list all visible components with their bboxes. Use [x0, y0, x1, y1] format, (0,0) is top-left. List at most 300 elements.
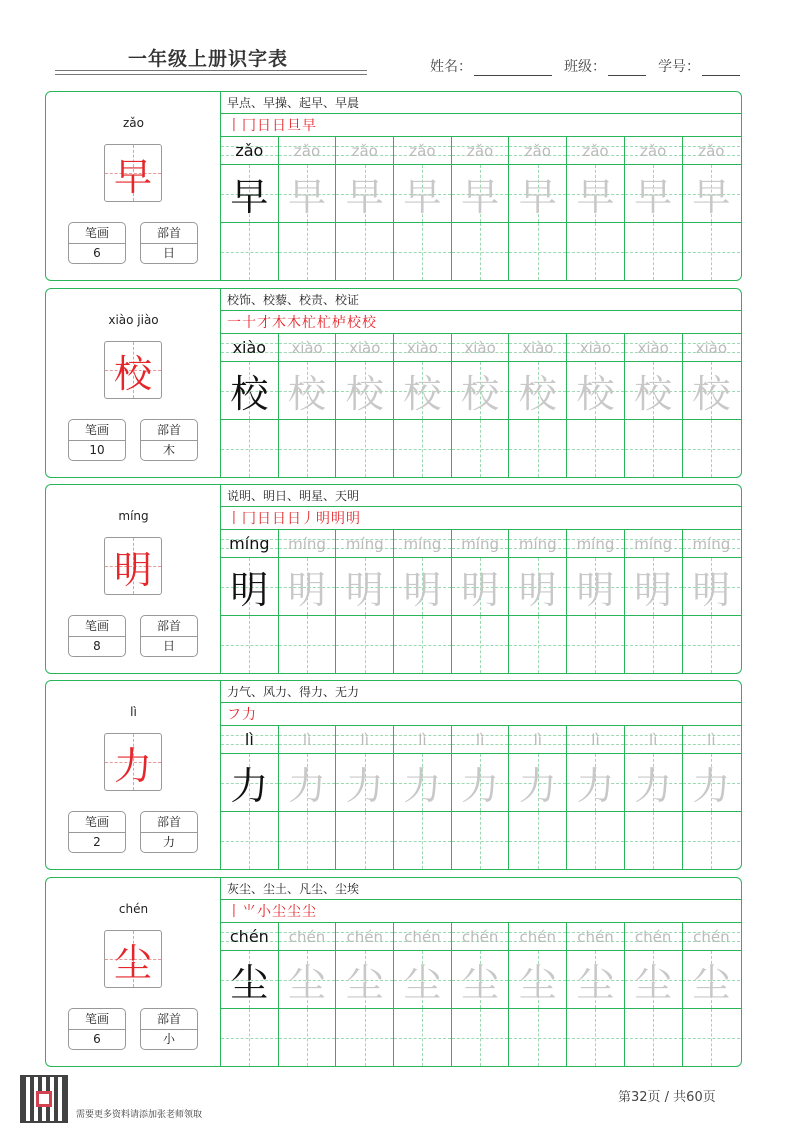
pinyin-cell[interactable]	[336, 923, 394, 950]
pinyin-cell[interactable]	[394, 137, 452, 164]
pinyin-cell[interactable]	[279, 923, 337, 950]
trace-char: 明	[230, 568, 269, 612]
trace-char: 尘	[461, 961, 500, 1005]
practice-cell[interactable]	[683, 616, 741, 673]
pinyin-cell[interactable]	[625, 137, 683, 164]
practice-cell[interactable]	[567, 616, 625, 673]
stroke-step: 杧	[302, 315, 316, 331]
tracing-cell[interactable]	[567, 362, 625, 419]
pinyin-trace: xiào	[637, 339, 669, 357]
pinyin-cell[interactable]	[625, 923, 683, 950]
tracing-cell[interactable]	[452, 362, 510, 419]
pinyin-trace: lì	[591, 731, 600, 749]
pinyin-cell[interactable]	[509, 137, 567, 164]
practice-cell[interactable]	[394, 420, 452, 477]
pinyin-trace: lì	[244, 730, 254, 749]
pinyin-trace: lì	[533, 731, 542, 749]
trace-char: 尘	[345, 961, 384, 1005]
pinyin-row	[221, 923, 741, 951]
practice-grid	[221, 289, 741, 477]
tracing-cell[interactable]	[279, 558, 337, 615]
name-label: 姓名：	[430, 59, 472, 75]
pinyin-cell[interactable]	[567, 923, 625, 950]
tracing-cell[interactable]	[336, 558, 394, 615]
pinyin-trace: míng	[461, 535, 499, 553]
pinyin-cell[interactable]	[336, 530, 394, 557]
pinyin-trace: míng	[288, 535, 326, 553]
tracing-cell[interactable]	[394, 362, 452, 419]
stroke-count-value: 10	[89, 443, 105, 457]
tracing-cell[interactable]	[509, 951, 567, 1008]
practice-cell[interactable]	[567, 1009, 625, 1066]
pinyin-cell[interactable]	[509, 530, 567, 557]
practice-cell[interactable]	[279, 223, 337, 280]
tracing-cell[interactable]	[452, 754, 510, 811]
practice-cell[interactable]	[394, 812, 452, 869]
pinyin-trace: lì	[360, 731, 369, 749]
character-info	[46, 878, 221, 1066]
number-blank[interactable]	[702, 60, 740, 76]
pinyin-trace: lì	[707, 731, 716, 749]
tracing-cell[interactable]	[336, 362, 394, 419]
practice-cell[interactable]	[625, 223, 683, 280]
qr-code-icon	[20, 1075, 68, 1123]
pinyin-cell[interactable]	[683, 726, 741, 753]
character-info	[46, 289, 221, 477]
tracing-cell[interactable]	[683, 165, 741, 222]
trace-char: 校	[230, 372, 269, 416]
pinyin-cell[interactable]	[625, 726, 683, 753]
pinyin-cell[interactable]	[336, 137, 394, 164]
blank-practice-row	[221, 812, 741, 869]
practice-cell[interactable]	[221, 1009, 279, 1066]
tracing-cell[interactable]	[452, 165, 510, 222]
tracing-cell[interactable]	[394, 165, 452, 222]
practice-cell[interactable]	[625, 1009, 683, 1066]
trace-char: 力	[345, 764, 384, 808]
character-pinyin: lì	[130, 705, 137, 719]
class-field[interactable]	[564, 56, 646, 76]
tracing-cell[interactable]	[509, 754, 567, 811]
trace-char: 早	[692, 175, 731, 219]
practice-cell[interactable]	[394, 616, 452, 673]
practice-cell[interactable]	[683, 1009, 741, 1066]
stroke-step: 丨	[227, 904, 241, 920]
stroke-order	[221, 311, 741, 334]
stroke-order	[221, 507, 741, 530]
tracing-cell[interactable]	[279, 165, 337, 222]
tracing-cell[interactable]	[452, 951, 510, 1008]
practice-cell[interactable]	[336, 616, 394, 673]
practice-cell[interactable]	[452, 223, 510, 280]
stroke-step: 旦	[287, 118, 301, 134]
title-underline-2	[55, 74, 367, 75]
pinyin-trace: zǎo	[293, 142, 321, 160]
trace-char: 校	[518, 372, 557, 416]
pinyin-cell[interactable]	[221, 137, 279, 164]
number-field[interactable]	[658, 56, 740, 76]
practice-cell[interactable]	[509, 616, 567, 673]
stroke-step: 丨	[227, 511, 241, 527]
radical-box	[140, 811, 198, 853]
pinyin-trace: xiào	[349, 339, 381, 357]
pinyin-trace: chén	[404, 928, 441, 946]
page-number: 第32页 / 共60页	[618, 1090, 716, 1105]
character-block	[45, 484, 742, 674]
stroke-step: 校	[347, 315, 361, 331]
title-underline	[55, 70, 367, 71]
tracing-cell[interactable]	[394, 558, 452, 615]
pinyin-row	[221, 137, 741, 165]
tracing-cell[interactable]	[567, 951, 625, 1008]
practice-cell[interactable]	[567, 420, 625, 477]
stroke-step: フ	[227, 707, 241, 723]
pinyin-cell[interactable]	[336, 334, 394, 361]
stroke-step: 力	[242, 707, 256, 723]
stroke-step: 木	[287, 315, 301, 331]
tracing-cell[interactable]	[279, 951, 337, 1008]
pinyin-trace: xiào	[291, 339, 323, 357]
stroke-step: 日	[257, 511, 271, 527]
tracing-cell[interactable]	[683, 558, 741, 615]
pinyin-cell[interactable]	[567, 137, 625, 164]
stroke-step: 明	[331, 511, 345, 527]
stroke-step: 尘	[272, 904, 286, 920]
radical-label: 部首	[141, 1009, 197, 1030]
stroke-step: 早	[302, 118, 316, 134]
stroke-step: 日丿	[287, 511, 315, 527]
radical-value: 力	[162, 835, 175, 849]
trace-char: 尘	[230, 961, 269, 1005]
name-field[interactable]	[430, 56, 552, 76]
pinyin-trace: zǎo	[409, 142, 436, 160]
radical-label: 部首	[141, 420, 197, 441]
pinyin-trace: zǎo	[524, 142, 551, 160]
character-pinyin: zǎo	[123, 116, 144, 130]
pinyin-cell[interactable]	[279, 726, 337, 753]
trace-char: 校	[461, 372, 500, 416]
character-pinyin: chén	[118, 902, 149, 916]
blank-practice-row	[221, 420, 741, 477]
practice-cell[interactable]	[509, 223, 567, 280]
practice-cell[interactable]	[509, 812, 567, 869]
trace-char: 力	[288, 764, 327, 808]
stroke-order	[221, 900, 741, 923]
radical-label: 部首	[141, 223, 197, 244]
tracing-cell[interactable]	[625, 754, 683, 811]
pinyin-trace: chén	[229, 927, 269, 946]
tracing-cell[interactable]	[336, 165, 394, 222]
trace-char: 早	[403, 175, 442, 219]
tracing-cell[interactable]	[221, 362, 279, 419]
pinyin-cell[interactable]	[567, 530, 625, 557]
pinyin-cell[interactable]	[509, 726, 567, 753]
pinyin-trace: míng	[634, 535, 673, 553]
trace-char: 尘	[576, 961, 615, 1005]
pinyin-cell[interactable]	[509, 923, 567, 950]
tracing-cell[interactable]	[625, 165, 683, 222]
trace-char: 力	[692, 764, 731, 808]
pinyin-trace: lì	[475, 731, 485, 749]
pinyin-trace: lì	[648, 731, 658, 749]
stroke-step: 尘	[287, 904, 301, 920]
pinyin-cell[interactable]	[394, 334, 452, 361]
tracing-cell[interactable]	[336, 754, 394, 811]
practice-cell[interactable]	[683, 223, 741, 280]
practice-cell[interactable]	[279, 420, 337, 477]
tracing-cell[interactable]	[567, 165, 625, 222]
stroke-step: 冂	[242, 118, 256, 134]
character-block	[45, 877, 742, 1067]
tracing-row	[221, 951, 741, 1009]
pinyin-cell[interactable]	[221, 530, 279, 557]
practice-cell[interactable]	[452, 812, 510, 869]
radical-label: 部首	[141, 616, 197, 637]
pinyin-trace: zǎo	[351, 142, 378, 160]
radical-label: 部首	[141, 812, 197, 833]
stroke-step: 杧	[317, 315, 331, 331]
tracing-cell[interactable]	[509, 558, 567, 615]
name-blank[interactable]	[474, 60, 552, 76]
practice-cell[interactable]	[625, 812, 683, 869]
practice-cell[interactable]	[336, 812, 394, 869]
tracing-cell[interactable]	[394, 754, 452, 811]
character-box	[104, 733, 162, 791]
pinyin-row	[221, 530, 741, 558]
example-words: 力气、风力、得力、无力	[221, 681, 741, 703]
practice-cell[interactable]	[452, 616, 510, 673]
trace-char: 尘	[634, 961, 673, 1005]
character-pinyin: xiào jiào	[108, 313, 159, 327]
practice-cell[interactable]	[279, 812, 337, 869]
blank-practice-row	[221, 1009, 741, 1066]
stroke-step: 尘	[302, 904, 316, 920]
pinyin-cell[interactable]	[221, 923, 279, 950]
tracing-row	[221, 754, 741, 812]
practice-cell[interactable]	[509, 420, 567, 477]
character-pinyin: míng	[118, 509, 149, 523]
pinyin-trace: míng	[345, 535, 384, 553]
pinyin-trace: zǎo	[698, 142, 725, 160]
pinyin-cell[interactable]	[279, 334, 337, 361]
pinyin-cell[interactable]	[336, 726, 394, 753]
practice-cell[interactable]	[683, 420, 741, 477]
pinyin-trace: míng	[576, 535, 615, 553]
practice-cell[interactable]	[567, 812, 625, 869]
character-block	[45, 288, 742, 478]
practice-cell[interactable]	[336, 1009, 394, 1066]
tracing-cell[interactable]	[221, 558, 279, 615]
class-blank[interactable]	[608, 60, 646, 76]
pinyin-cell[interactable]	[279, 530, 337, 557]
trace-char: 早	[230, 175, 269, 219]
main-character: 力	[113, 743, 152, 788]
trace-char: 力	[461, 764, 500, 808]
main-character: 尘	[113, 940, 152, 985]
stroke-count-box	[68, 811, 126, 853]
pinyin-cell[interactable]	[567, 334, 625, 361]
tracing-cell[interactable]	[567, 558, 625, 615]
pinyin-row	[221, 334, 741, 362]
pinyin-trace: chén	[461, 928, 499, 946]
radical-value: 木	[162, 443, 175, 457]
pinyin-cell[interactable]	[394, 726, 452, 753]
pinyin-cell[interactable]	[394, 530, 452, 557]
trace-char: 力	[230, 764, 269, 808]
stroke-count-label: 笔画	[69, 223, 125, 244]
pinyin-cell[interactable]	[221, 726, 279, 753]
stroke-count-label: 笔画	[69, 420, 125, 441]
pinyin-trace: xiào	[232, 338, 267, 357]
tracing-cell[interactable]	[625, 558, 683, 615]
pinyin-cell[interactable]	[279, 137, 337, 164]
pinyin-cell[interactable]	[683, 923, 741, 950]
practice-cell[interactable]	[221, 223, 279, 280]
stroke-step: 小	[257, 904, 271, 920]
trace-char: 明	[692, 568, 731, 612]
trace-char: 尘	[403, 961, 442, 1005]
trace-char: 力	[634, 764, 673, 808]
pinyin-trace: zǎo	[582, 142, 609, 160]
pinyin-cell[interactable]	[394, 923, 452, 950]
trace-char: 校	[634, 372, 673, 416]
pinyin-cell[interactable]	[509, 334, 567, 361]
tracing-cell[interactable]	[221, 165, 279, 222]
tracing-cell[interactable]	[509, 362, 567, 419]
pinyin-cell[interactable]	[683, 137, 741, 164]
practice-cell[interactable]	[221, 420, 279, 477]
pinyin-cell[interactable]	[625, 334, 683, 361]
stroke-step: 一	[227, 315, 241, 331]
radical-box	[140, 1008, 198, 1050]
trace-char: 力	[518, 764, 557, 808]
stroke-step: 栌	[332, 315, 346, 331]
pinyin-trace: xiào	[695, 339, 728, 357]
radical-value: 日	[162, 246, 175, 260]
practice-cell[interactable]	[279, 616, 337, 673]
main-character: 早	[113, 154, 152, 199]
character-box	[104, 144, 162, 202]
stroke-count-value: 8	[93, 639, 101, 653]
trace-char: 早	[634, 175, 673, 219]
trace-char: 力	[403, 764, 442, 808]
trace-char: 尘	[692, 961, 731, 1005]
pinyin-cell[interactable]	[452, 726, 510, 753]
page-title: 一年级上册识字表	[128, 48, 289, 70]
tracing-cell[interactable]	[683, 362, 741, 419]
blank-practice-row	[221, 223, 741, 280]
pinyin-cell[interactable]	[625, 530, 683, 557]
practice-cell[interactable]	[394, 1009, 452, 1066]
practice-cell[interactable]	[336, 420, 394, 477]
tracing-cell[interactable]	[394, 951, 452, 1008]
stroke-step: 日	[257, 118, 271, 134]
stroke-count-box	[68, 1008, 126, 1050]
tracing-cell[interactable]	[625, 362, 683, 419]
tracing-cell[interactable]	[336, 951, 394, 1008]
pinyin-trace: míng	[518, 535, 557, 553]
practice-cell[interactable]	[625, 420, 683, 477]
pinyin-trace: chén	[288, 928, 326, 946]
tracing-cell[interactable]	[279, 754, 337, 811]
stroke-count-box	[68, 615, 126, 657]
example-words: 早点、早操、起早、早晨	[221, 92, 741, 114]
pinyin-cell[interactable]	[452, 923, 510, 950]
stroke-step: 十	[242, 315, 256, 331]
practice-cell[interactable]	[509, 1009, 567, 1066]
stroke-order	[221, 703, 741, 726]
pinyin-trace: lì	[302, 731, 312, 749]
trace-char: 力	[576, 764, 615, 808]
tracing-cell[interactable]	[221, 754, 279, 811]
pinyin-cell[interactable]	[683, 530, 741, 557]
tracing-cell[interactable]	[279, 362, 337, 419]
stroke-step: 日	[272, 511, 286, 527]
pinyin-cell[interactable]	[452, 334, 510, 361]
radical-value: 日	[162, 639, 175, 653]
trace-char: 早	[288, 175, 327, 219]
practice-cell[interactable]	[452, 1009, 510, 1066]
tracing-row	[221, 362, 741, 420]
stroke-count-box	[68, 419, 126, 461]
pinyin-trace: míng	[229, 534, 270, 553]
character-box	[104, 537, 162, 595]
stroke-count-label: 笔画	[69, 1009, 125, 1030]
pinyin-cell[interactable]	[567, 726, 625, 753]
pinyin-cell[interactable]	[683, 334, 741, 361]
practice-grid	[221, 878, 741, 1066]
stroke-step: 明	[316, 511, 330, 527]
class-label: 班级：	[564, 59, 606, 75]
practice-cell[interactable]	[394, 223, 452, 280]
pinyin-trace: chén	[693, 928, 730, 946]
practice-cell[interactable]	[336, 223, 394, 280]
stroke-count-label: 笔画	[69, 616, 125, 637]
tracing-cell[interactable]	[683, 754, 741, 811]
main-character: 明	[113, 547, 152, 592]
pinyin-trace: zǎo	[235, 141, 264, 160]
trace-char: 校	[576, 372, 615, 416]
trace-char: 明	[576, 568, 615, 612]
stroke-step: 才	[257, 315, 271, 331]
practice-cell[interactable]	[221, 616, 279, 673]
trace-char: 明	[288, 568, 327, 612]
practice-cell[interactable]	[452, 420, 510, 477]
practice-cell[interactable]	[567, 223, 625, 280]
tracing-cell[interactable]	[625, 951, 683, 1008]
trace-char: 早	[518, 175, 557, 219]
example-words: 说明、明日、明星、天明	[221, 485, 741, 507]
pinyin-cell[interactable]	[452, 530, 510, 557]
character-block	[45, 91, 742, 281]
pinyin-cell[interactable]	[221, 334, 279, 361]
tracing-cell[interactable]	[683, 951, 741, 1008]
practice-cell[interactable]	[221, 812, 279, 869]
main-character: 校	[113, 351, 152, 396]
pinyin-cell[interactable]	[452, 137, 510, 164]
tracing-cell[interactable]	[567, 754, 625, 811]
stroke-order	[221, 114, 741, 137]
tracing-cell[interactable]	[221, 951, 279, 1008]
tracing-cell[interactable]	[509, 165, 567, 222]
tracing-cell[interactable]	[452, 558, 510, 615]
tracing-row	[221, 165, 741, 223]
practice-cell[interactable]	[279, 1009, 337, 1066]
practice-cell[interactable]	[683, 812, 741, 869]
trace-char: 校	[345, 372, 384, 416]
practice-cell[interactable]	[625, 616, 683, 673]
trace-char: 校	[692, 372, 731, 416]
